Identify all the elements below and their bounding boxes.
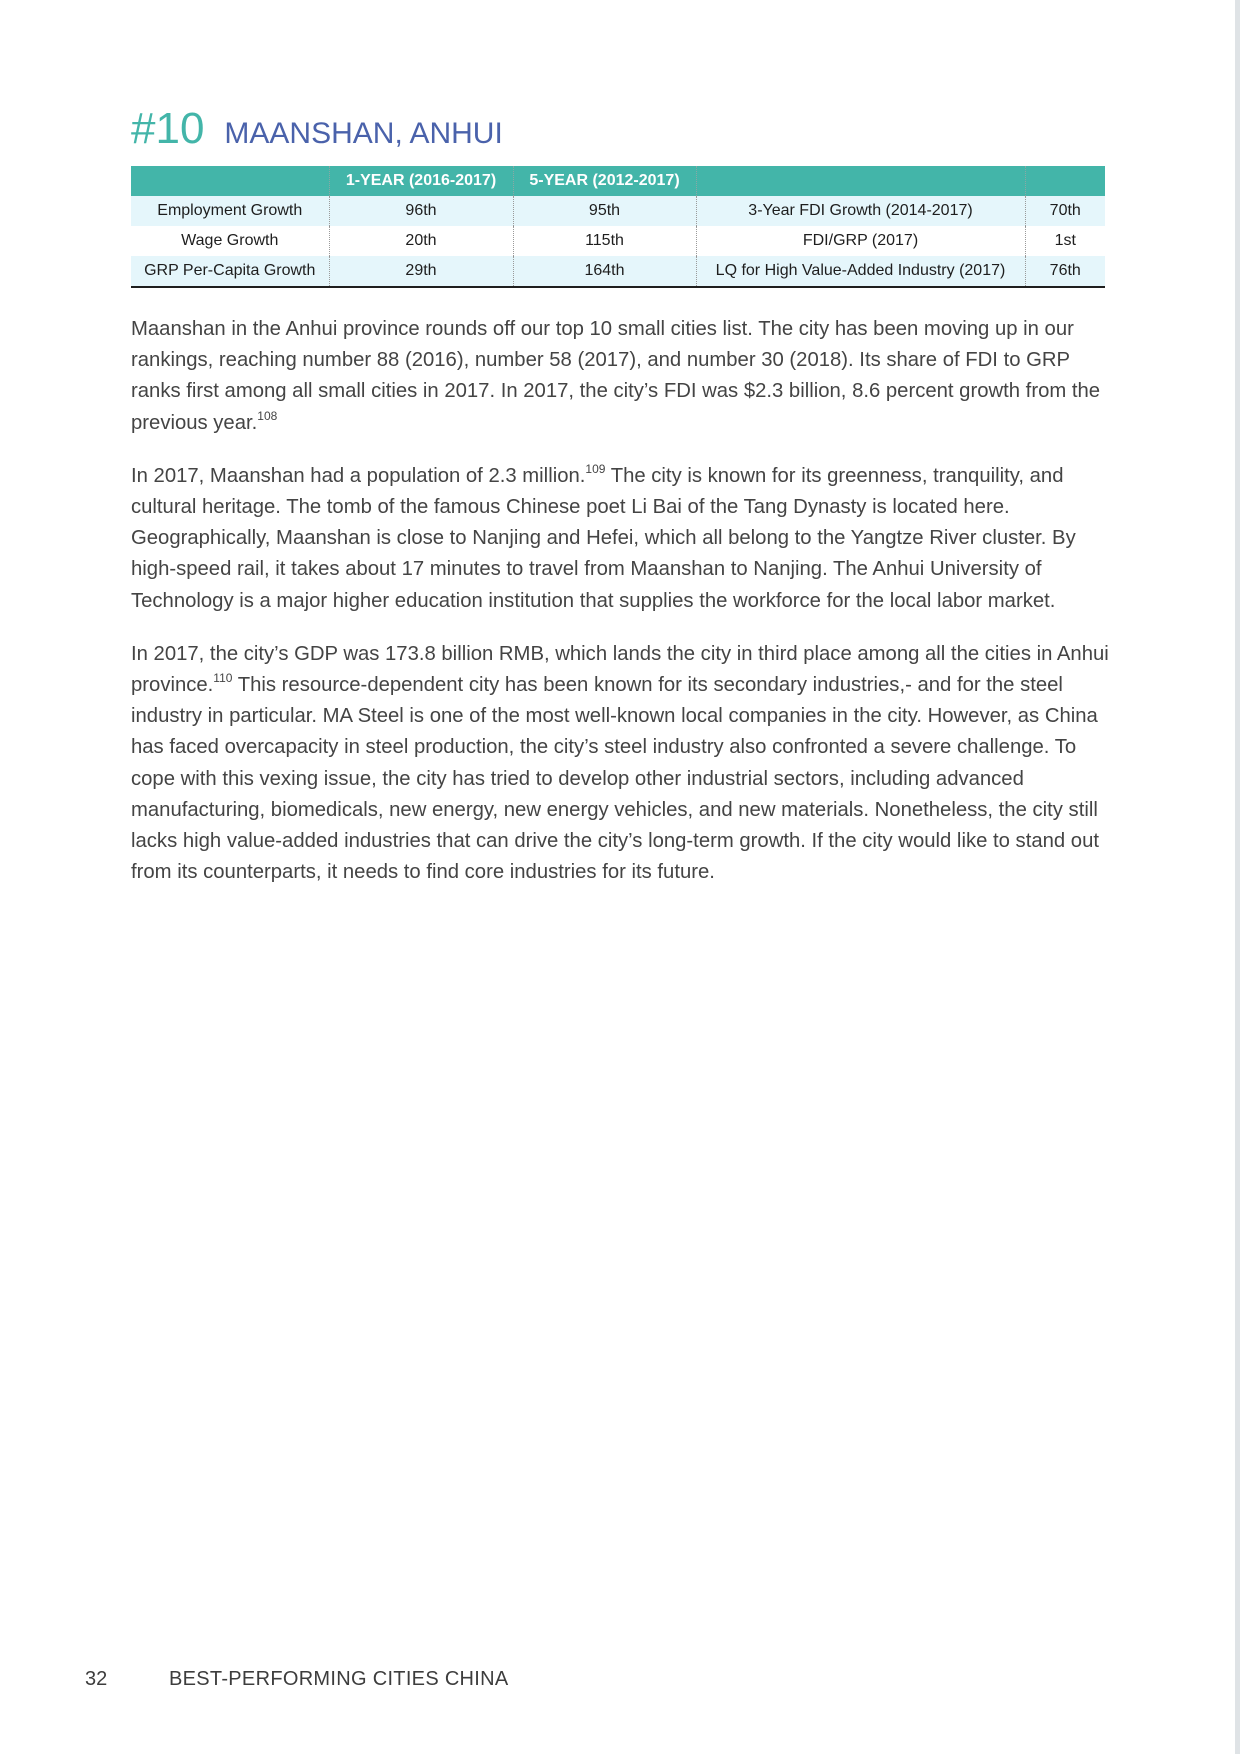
footnote-marker: 109 <box>585 461 606 476</box>
footnote-marker: 110 <box>213 671 233 686</box>
metric-label: Employment Growth <box>131 196 329 226</box>
paragraph-text: The city is known for its greenness, tranquility, and cultural heritage. The tomb of the famous Chinese poet Li Bai of the Tang Dynasty is located here. Geographically, Maanshan is close to Nanjing and Hefei, which all belong to the Yangtze River cluster. By high-speed rail, it takes about 17 minutes to travel from Maanshan to Nanjing. The Anhui University of Technology is a major higher education institution that supplies the workforce for the local labor market. <box>131 464 1076 612</box>
table-header-row <box>131 166 1105 196</box>
metric-label: Wage Growth <box>131 226 329 256</box>
body-text <box>131 314 1111 910</box>
paragraph <box>131 314 1111 439</box>
page-edge-rule <box>1235 0 1240 1754</box>
metric-label: 3-Year FDI Growth (2014-2017) <box>696 196 1025 226</box>
city-name: MAANSHAN, ANHUI <box>224 117 503 150</box>
rank-value: 95th <box>513 196 696 226</box>
rank-value: 115th <box>513 226 696 256</box>
page-number: 32 <box>85 1668 108 1690</box>
rank-value: 164th <box>513 256 696 287</box>
page-footer <box>85 1668 509 1691</box>
table-header-cell <box>696 166 1025 196</box>
table-header-cell: 5-YEAR (2012-2017) <box>513 166 696 196</box>
city-rank: #10 <box>131 104 205 153</box>
table-header-cell <box>1025 166 1105 196</box>
paragraph-text: Maanshan in the Anhui province rounds off our top 10 small cities list. The city has been moving up in our rankings, reaching number 88 (2016), number 58 (2017), and number 30 (2018). Its share of FDI to GRP ranks first among all small cities in 2017. In 2017, the city’s FDI was $2.3 billion, 8.6 percent growth from the previous year. <box>131 318 1101 434</box>
rank-value: 70th <box>1025 196 1105 226</box>
paragraph <box>131 461 1111 617</box>
footnote-marker: 108 <box>257 408 278 423</box>
metric-label: FDI/GRP (2017) <box>696 226 1025 256</box>
rank-value: 96th <box>329 196 513 226</box>
table-row <box>131 256 1105 287</box>
rank-value: 76th <box>1025 256 1105 287</box>
paragraph-text: In 2017, Maanshan had a population of 2.3 million. <box>131 464 586 487</box>
series-title: BEST-PERFORMING CITIES CHINA <box>169 1668 509 1690</box>
table-row <box>131 226 1105 256</box>
paragraph-text: This resource-dependent city has been known for its secondary industries,- and for the steel industry in particular. MA Steel is one of the most well-known local companies in the city. However, as China has faced overcapacity in steel production, the city’s steel industry also confronted a severe challenge. To cope with this vexing issue, the city has tried to develop other industrial sectors, including advanced manufacturing, biomedicals, new energy, new energy vehicles, and new materials. Nonetheless, the city still lacks high value-added industries that can drive the city’s long-term growth. If the city would like to stand out from its counterparts, it needs to find core industries for its future. <box>131 674 1099 884</box>
rankings-table <box>131 166 1105 288</box>
table-header-cell: 1-YEAR (2016-2017) <box>329 166 513 196</box>
table-row <box>131 196 1105 226</box>
metric-label: LQ for High Value-Added Industry (2017) <box>696 256 1025 287</box>
rank-value: 29th <box>329 256 513 287</box>
table-header-cell <box>131 166 329 196</box>
paragraph <box>131 639 1111 889</box>
section-heading <box>131 104 503 154</box>
rank-value: 1st <box>1054 232 1076 249</box>
paragraph-text: In 2017, the city’s GDP was 173.8 billion RMB, which lands the city in third place among all the cities in Anhui province. <box>131 642 1109 697</box>
rank-value: 20th <box>329 226 513 256</box>
metric-label: GRP Per-Capita Growth <box>131 256 329 287</box>
